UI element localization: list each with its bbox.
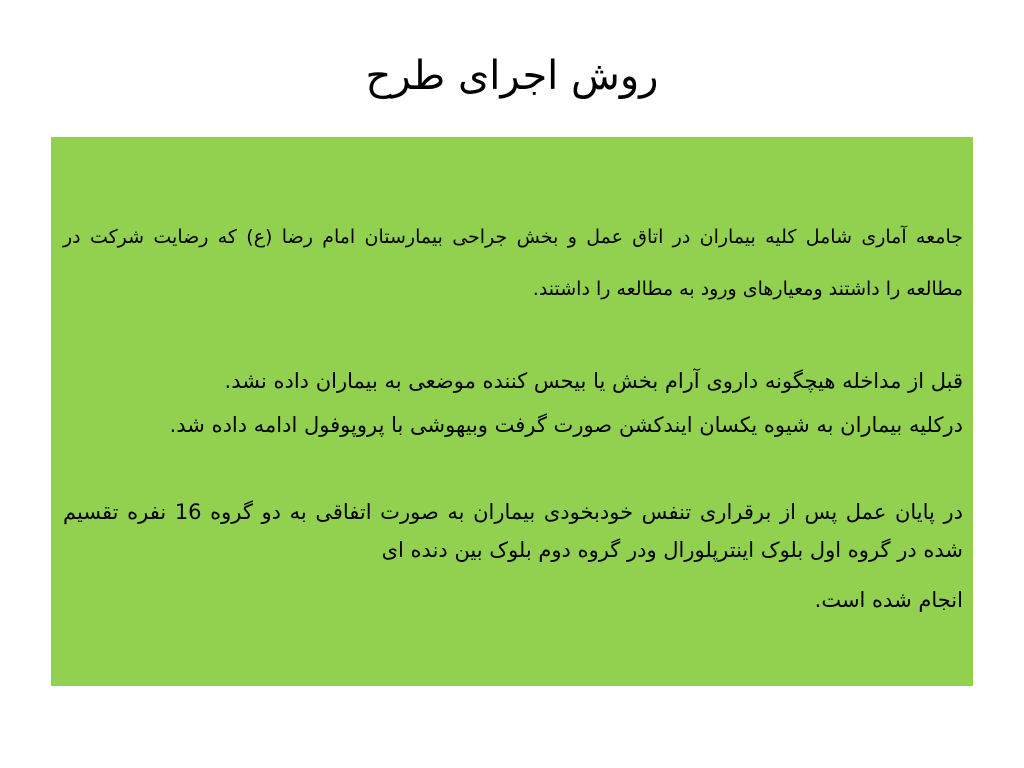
- paragraph-no-sedation: قبل از مداخله هیچگونه داروی آرام بخش یا بیحس کننده موضعی به بیماران داده نشد.: [224, 369, 963, 393]
- paragraph-grouping: [63, 493, 963, 619]
- paragraph-induction: درکلیه بیماران به شیوه یکسان ایندکشن صورت گرفت وبیهوشی با پروپوفول ادامه داده شد.: [169, 413, 963, 437]
- slide-title: روش اجرای طرح: [365, 53, 659, 99]
- paragraph-statistical-population: جامعه آماری شامل کلیه بیماران در اتاق عمل و بخش جراحی بیمارستان امام رضا (ع) که رضایت شرکت در مطالعه را داشتند ومعیارهای ورود به مطالعه را داشتند.: [63, 226, 963, 300]
- paragraph-grouping-main: در پایان عمل پس از برقراری تنفس خودبخودی بیماران به صورت اتفاقی به دو گروه 16 نفره تقسیم شده در گروه اول بلوک اینترپلورال ودر گروه دوم بلوک بین دنده ای: [63, 500, 963, 562]
- content-box: [51, 137, 973, 686]
- paragraph-grouping-end: انجام شده است.: [814, 588, 963, 612]
